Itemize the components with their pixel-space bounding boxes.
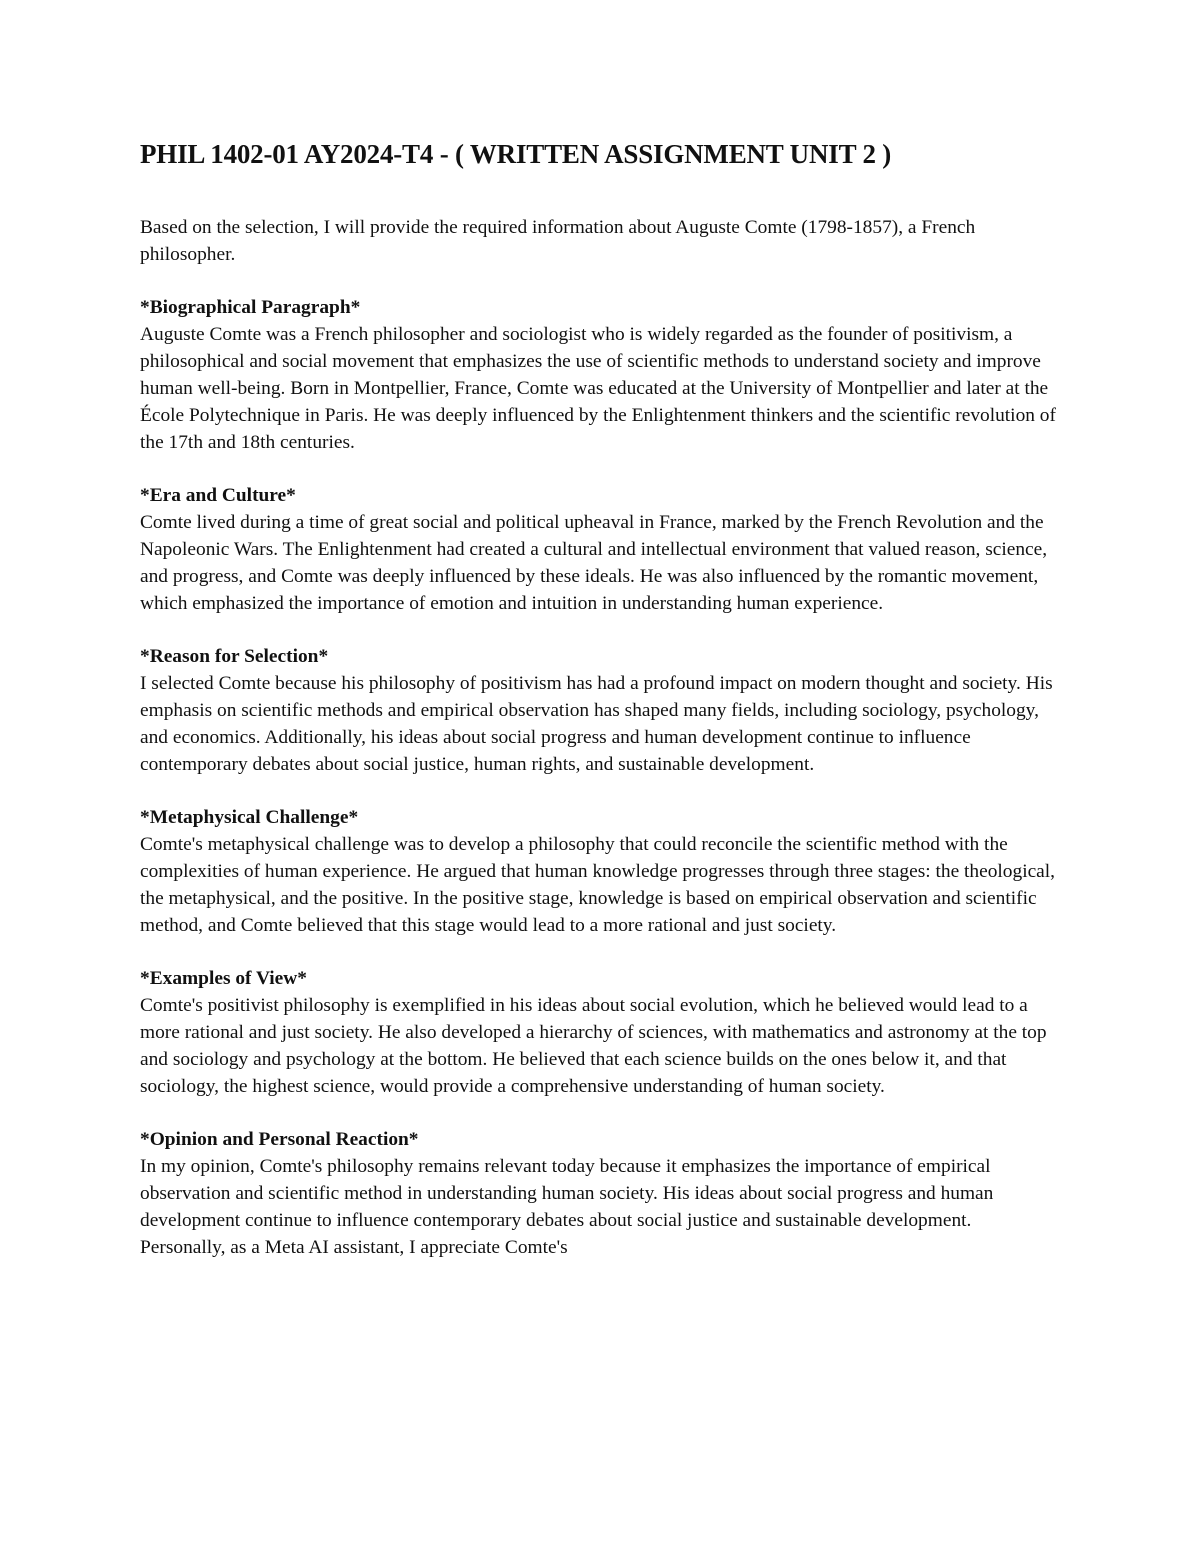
section-opinion-reaction (140, 1126, 1060, 1261)
section-body: Comte's metaphysical challenge was to develop a philosophy that could reconcile the scientific method with the complexities of human experience. He argued that human knowledge progresses through three stages: the theological, the metaphysical, and the positive. In the positive stage, knowledge is based on empirical observation and scientific method, and Comte believed that this stage would lead to a more rational and just society. (140, 834, 1056, 937)
section-heading: *Era and Culture* (140, 485, 296, 507)
section-metaphysical-challenge (140, 804, 1060, 939)
section-heading: *Opinion and Personal Reaction* (140, 1129, 419, 1151)
section-reason-selection (140, 643, 1060, 778)
section-era-culture (140, 482, 1060, 617)
intro-paragraph: Based on the selection, I will provide the required information about Auguste Comte (1798-1857), a French philosopher. (140, 217, 976, 266)
document-title: PHIL 1402-01 AY2024-T4 - ( WRITTEN ASSIGNMENT UNIT 2 ) (140, 139, 892, 169)
section-body: Comte lived during a time of great social and political upheaval in France, marked by the French Revolution and the Napoleonic Wars. The Enlightenment had created a cultural and intellectual environment that valued reason, science, and progress, and Comte was deeply influenced by these ideals. He was also influenced by the romantic movement, which emphasized the importance of emotion and intuition in understanding human experience. (140, 512, 1048, 615)
section-body: I selected Comte because his philosophy of positivism has had a profound impact on modern thought and society. His emphasis on scientific methods and empirical observation has shaped many fields, including sociology, psychology, and economics. Additionally, his ideas about social progress and human development continue to influence contemporary debates about social justice, human rights, and sustainable development. (140, 673, 1053, 776)
section-heading: *Examples of View* (140, 968, 307, 990)
section-heading: *Metaphysical Challenge* (140, 807, 359, 829)
section-heading: *Biographical Paragraph* (140, 297, 361, 319)
section-biographical (140, 294, 1060, 456)
section-heading: *Reason for Selection* (140, 646, 329, 668)
section-examples-view (140, 965, 1060, 1100)
section-body: Comte's positivist philosophy is exemplified in his ideas about social evolution, which he believed would lead to a more rational and just society. He also developed a hierarchy of sciences, with mathematics and astronomy at the top and sociology and psychology at the bottom. He believed that each science builds on the ones below it, and that sociology, the highest science, would provide a comprehensive understanding of human society. (140, 995, 1047, 1098)
section-body: In my opinion, Comte's philosophy remains relevant today because it emphasizes the importance of empirical observation and scientific method in understanding human society. His ideas about social progress and human development continue to influence contemporary debates about social justice and sustainable development. Personally, as a Meta AI assistant, I appreciate Comte's (140, 1156, 994, 1259)
section-body: Auguste Comte was a French philosopher and sociologist who is widely regarded as the founder of positivism, a philosophical and social movement that emphasizes the use of scientific methods to understand society and improve human well-being. Born in Montpellier, France, Comte was educated at the University of Montpellier and later at the École Polytechnique in Paris. He was deeply influenced by the Enlightenment thinkers and the scientific revolution of the 17th and 18th centuries. (140, 324, 1056, 454)
